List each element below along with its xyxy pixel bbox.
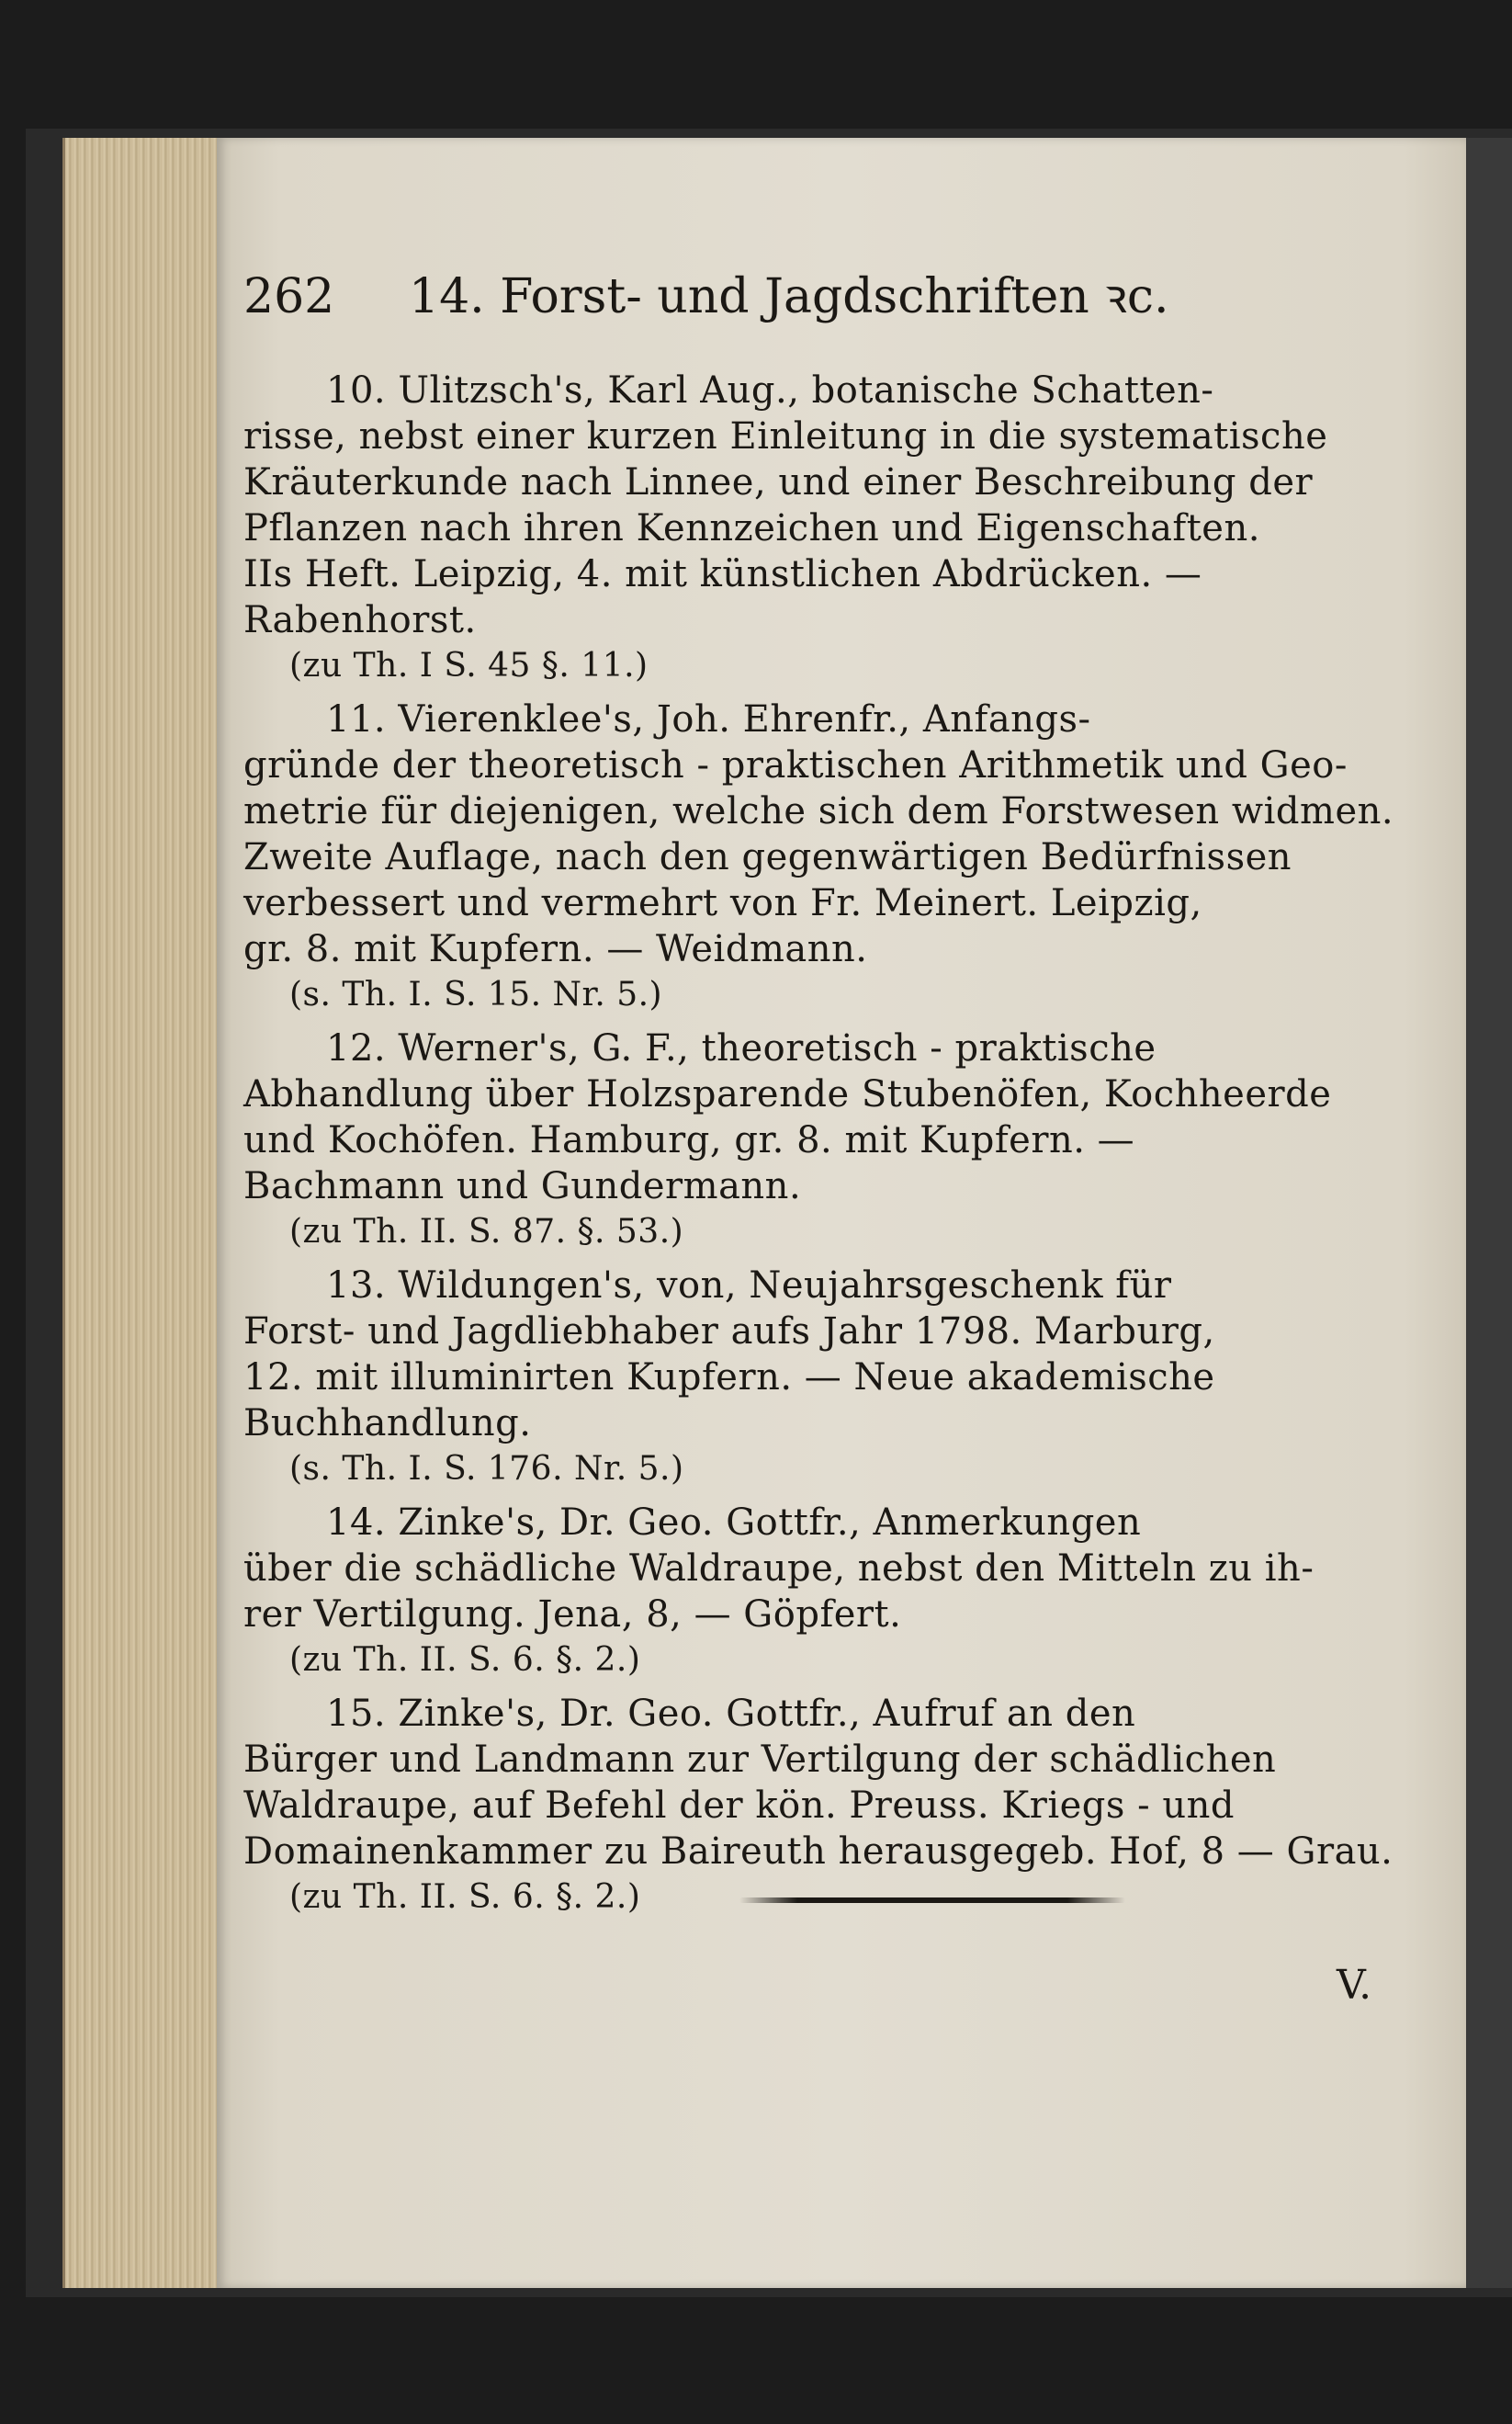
entry-line: Abhandlung über Holzsparende Stubenöfen, Kochheerde (243, 1073, 1332, 1116)
entry-line: 13. Wildungen's, von, Neujahrsgeschenk für (326, 1264, 1172, 1307)
entry-line: risse, nebst einer kurzen Einleitung in die systematische (243, 415, 1328, 458)
entry-line: 12. mit illuminirten Kupfern. — Neue akademische (243, 1356, 1215, 1399)
entry-line: IIs Heft. Leipzig, 4. mit künstlichen Abdrücken. — (243, 553, 1202, 595)
entry (243, 1691, 1401, 1920)
entry (243, 1025, 1401, 1255)
entry (243, 368, 1401, 689)
entry-reference: (zu Th. II. S. 87. §. 53.) (289, 1213, 684, 1251)
entry-line: Forst- und Jagdliebhaber aufs Jahr 1798. Marburg, (243, 1310, 1215, 1353)
entry-line: gründe der theoretisch - praktischen Arithmetik und Geo- (243, 744, 1348, 787)
entry-line: über die schädliche Waldraupe, nebst den Mitteln zu ih- (243, 1547, 1315, 1590)
entry-line: 14. Zinke's, Dr. Geo. Gottfr., Anmerkungen (326, 1501, 1142, 1544)
entry-line: Kräuterkunde nach Linnee, und einer Beschreibung der (243, 461, 1314, 504)
entry-line: verbessert und vermehrt von Fr. Meinert. Leipzig, (243, 882, 1202, 924)
entry-line: Bürger und Landmann zur Vertilgung der schädlichen (243, 1739, 1277, 1781)
entry-line: Domainenkammer zu Baireuth herausgegeb. Hof, 8 — Grau. (243, 1830, 1394, 1873)
entry-reference: (zu Th. I S. 45 §. 11.) (289, 647, 649, 685)
entry-line: Bachmann und Gundermann. (243, 1165, 802, 1207)
entry-line: Zweite Auflage, nach den gegenwärtigen Bedürfnissen (243, 836, 1292, 878)
entry-reference: (zu Th. II. S. 6. §. 2.) (289, 1878, 641, 1916)
running-title: 14. Forst- und Jagdschriften ꝛc. (409, 269, 1169, 324)
catchword: V. (1337, 1962, 1372, 2009)
entry-reference: (s. Th. I. S. 15. Nr. 5.) (289, 976, 663, 1014)
entry (243, 1263, 1401, 1492)
entry-line: 15. Zinke's, Dr. Geo. Gottfr., Aufruf an den (326, 1693, 1136, 1735)
page-number: 262 (243, 269, 335, 324)
page-header (243, 262, 1401, 327)
entry-line: Pflanzen nach ihren Kennzeichen und Eigenschaften. (243, 507, 1260, 549)
page-edges (62, 138, 227, 2288)
entry-line: 12. Werner's, G. F., theoretisch - praktische (326, 1027, 1157, 1070)
section-divider (739, 1897, 1125, 1903)
entry-reference: (s. Th. I. S. 176. Nr. 5.) (289, 1450, 684, 1488)
entry-line: 10. Ulitzsch's, Karl Aug., botanische Schatten- (326, 369, 1214, 412)
entry (243, 697, 1401, 1018)
entry (243, 1500, 1401, 1683)
entry-line: Buchhandlung. (243, 1402, 532, 1444)
adjacent-page-edge (1466, 138, 1512, 2288)
entry-line: gr. 8. mit Kupfern. — Weidmann. (243, 928, 868, 970)
entry-line: metrie für diejenigen, welche sich dem Forstwesen widmen. (243, 790, 1394, 833)
entry-line: Waldraupe, auf Befehl der kön. Preuss. Kriegs - und (243, 1784, 1236, 1827)
entry-line: 11. Vierenklee's, Joh. Ehrenfr., Anfangs- (326, 698, 1091, 741)
page-content (243, 262, 1401, 1928)
entry-line: Rabenhorst. (243, 599, 477, 641)
entry-line: rer Vertilgung. Jena, 8, — Göpfert. (243, 1593, 902, 1636)
entry-reference: (zu Th. II. S. 6. §. 2.) (289, 1641, 641, 1679)
entry-line: und Kochöfen. Hamburg, gr. 8. mit Kupfern. — (243, 1119, 1135, 1161)
